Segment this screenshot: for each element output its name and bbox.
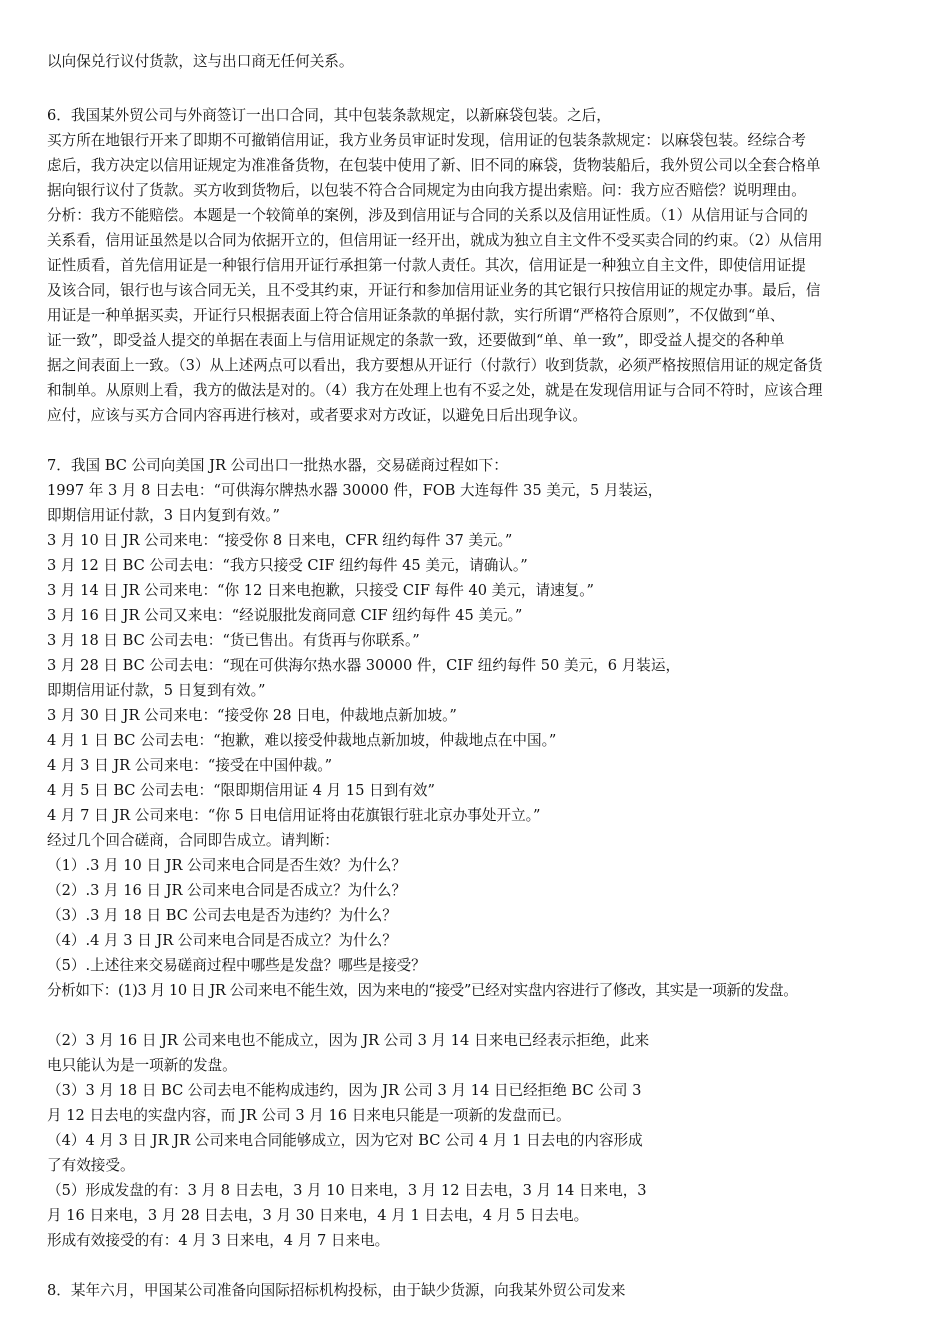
text-line: 3 月 14 日 JR 公司来电：“你 12 日来电抱歉，只接受 CIF 每件 40 美元，请速复。”: [47, 582, 594, 599]
text-line: 月 16 日来电，3 月 28 日去电，3 月 30 日来电，4 月 1 日去电，4 月 5 日去电。: [47, 1207, 589, 1224]
text-line: 了有效接受。: [47, 1157, 135, 1174]
text-line: 3 月 12 日 BC 公司去电：“我方只接受 CIF 纽约每件 45 美元，请确认。”: [47, 557, 528, 574]
text-line: （5）.上述往来交易磋商过程中哪些是发盘？哪些是接受？: [47, 957, 426, 974]
text-line: 应付，应该与买方合同内容再进行核对，或者要求对方改证，以避免日后出现争议。: [47, 407, 587, 424]
text-line: 即期信用证付款，5 日复到有效。”: [47, 682, 266, 699]
text-line: （4）.4 月 3 日 JR 公司来电合同是否成立？为什么？: [47, 932, 397, 949]
text-line: 用证是一种单据买卖，开证行只根据表面上符合信用证条款的单据付款，实行所谓“严格符合原则”，不仅做到“单、: [47, 307, 785, 324]
text-line: 4 月 5 日 BC 公司去电：“限即期信用证 4 月 15 日到有效”: [47, 782, 435, 799]
text-line: 即期信用证付款，3 日内复到有效。”: [47, 507, 280, 524]
text-line: 8．某年六月，甲国某公司准备向国际招标机构投标，由于缺少货源，向我某外贸公司发来: [47, 1282, 626, 1299]
text-line: 买方所在地银行开来了即期不可撤销信用证，我方业务员审证时发现，信用证的包装条款规定：以麻袋包装。经综合考: [47, 132, 806, 149]
text-line: 以向保兑行议付货款，这与出口商无任何关系。: [47, 53, 354, 70]
text-line: 3 月 10 日 JR 公司来电：“接受你 8 日来电，CFR 纽约每件 37 美元。”: [47, 532, 513, 549]
text-line: 3 月 18 日 BC 公司去电：“货已售出。有货再与你联系。”: [47, 632, 420, 649]
text-line: 和制单。从原则上看，我方的做法是对的。（4）我方在处理上也有不妥之处，就是在发现信用证与合同不符时，应该合理: [47, 382, 823, 399]
text-line: 6．我国某外贸公司与外商签订一出口合同，其中包装条款规定，以新麻袋包装。之后，: [47, 107, 611, 124]
text-line: 4 月 1 日 BC 公司去电：“抱歉，难以接受仲裁地点新加坡，仲裁地点在中国。”: [47, 732, 557, 749]
text-line: （3）3 月 18 日 BC 公司去电不能构成违约，因为 JR 公司 3 月 14 日已经拒绝 BC 公司 3: [47, 1082, 642, 1099]
text-line: 虑后，我方决定以信用证规定为准准备货物，在包装中使用了新、旧不同的麻袋，货物装船后，我外贸公司以全套合格单: [47, 157, 821, 174]
text-line: 3 月 16 日 JR 公司又来电：“经说服批发商同意 CIF 纽约每件 45 美元。”: [47, 607, 523, 624]
text-line: 分析：我方不能赔偿。本题是一个较简单的案例，涉及到信用证与合同的关系以及信用证性质。（1）从信用证与合同的: [47, 207, 808, 224]
text-line: 4 月 7 日 JR 公司来电：“你 5 日电信用证将由花旗银行驻北京办事处开立。”: [47, 807, 541, 824]
text-line: （2）3 月 16 日 JR 公司来电也不能成立，因为 JR 公司 3 月 14 日来电已经表示拒绝，此来: [47, 1032, 650, 1049]
text-line: 3 月 28 日 BC 公司去电：“现在可供海尔热水器 30000 件，CIF 纽约每件 50 美元，6 月装运，: [47, 657, 681, 674]
text-line: （1）.3 月 10 日 JR 公司来电合同是否生效？为什么？: [47, 857, 407, 874]
text-line: 形成有效接受的有：4 月 3 日来电，4 月 7 日来电。: [47, 1232, 390, 1249]
text-line: 分析如下：(1)3 月 10 日 JR 公司来电不能生效，因为来电的“接受”已经对实盘内容进行了修改，其实是一项新的发盘。: [47, 982, 798, 999]
text-line: 1997 年 3 月 8 日去电：“可供海尔牌热水器 30000 件，FOB 大连每件 35 美元，5 月装运，: [47, 482, 663, 499]
text-line: 证性质看，首先信用证是一种银行信用开证行承担第一付款人责任。其次，信用证是一种独立自主文件，即使信用证提: [47, 257, 806, 274]
text-line: 关系看，信用证虽然是以合同为依据开立的，但信用证一经开出，就成为独立自主文件不受买卖合同的约束。（2）从信用: [47, 232, 823, 249]
text-line: 证一致”，即受益人提交的单据在表面上与信用证规定的条款一致，还要做到“单、单一致”，即受益人提交的各种单: [47, 332, 785, 349]
text-line: 及该合同，银行也与该合同无关，且不受其约束，开证行和参加信用证业务的其它银行只按信用证的规定办事。最后，信: [47, 282, 821, 299]
text-line: （5）形成发盘的有：3 月 8 日去电，3 月 10 日来电，3 月 12 日去电，3 月 14 日来电，3: [47, 1182, 647, 1199]
text-line: 电只能认为是一项新的发盘。: [47, 1057, 237, 1074]
text-line: 4 月 3 日 JR 公司来电：“接受在中国仲裁。”: [47, 757, 333, 774]
text-line: （3）.3 月 18 日 BC 公司去电是否为违约？为什么？: [47, 907, 397, 924]
text-line: 经过几个回合磋商，合同即告成立。请判断：: [47, 832, 339, 849]
text-line: （4）4 月 3 日 JR JR 公司来电合同能够成立，因为它对 BC 公司 4 月 1 日去电的内容形成: [47, 1132, 643, 1149]
text-line: 据之间表面上一致。（3）从上述两点可以看出，我方要想从开证行（付款行）收到货款，必须严格按照信用证的规定备货: [47, 357, 823, 374]
text-line: （2）.3 月 16 日 JR 公司来电合同是否成立？为什么？: [47, 882, 407, 899]
text-line: 7．我国 BC 公司向美国 JR 公司出口一批热水器，交易磋商过程如下：: [47, 457, 508, 474]
text-line: 月 12 日去电的实盘内容，而 JR 公司 3 月 16 日来电只能是一项新的发盘而已。: [47, 1107, 571, 1124]
text-line: 据向银行议付了货款。买方收到货物后，以包装不符合合同规定为由向我方提出索赔。问：我方应否赔偿？说明理由。: [47, 182, 806, 199]
text-line: 3 月 30 日 JR 公司来电：“接受你 28 日电，仲裁地点新加坡。”: [47, 707, 457, 724]
